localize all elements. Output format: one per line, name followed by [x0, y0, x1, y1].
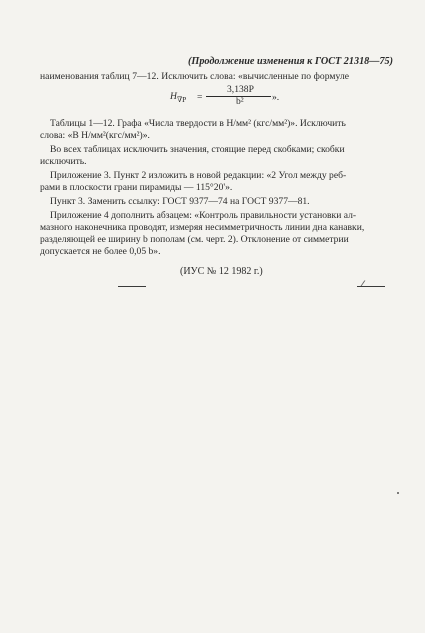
formula-numerator: 3,138P [227, 84, 254, 95]
text-line: Таблицы 1—12. Графа «Числа твердости в Н/мм² (кгс/мм²)». Исключить [50, 118, 346, 129]
formula-denominator: b² [236, 96, 244, 107]
text-line: наименования таблиц 7—12. Исключить слова: «вычисленные по формуле [40, 71, 350, 82]
text-line: Приложение 4 дополнить абзацем: «Контроль правильности установки ал- [50, 210, 357, 221]
text-line: слова: «В Н/мм²(кгс/мм²)». [40, 130, 150, 141]
continuation-header: (Продолжение изменения к ГОСТ 21318—75) [188, 56, 394, 67]
formula-tail: ». [272, 92, 280, 103]
text-line: рами в плоскости грани пирамиды — 115°20'». [40, 182, 233, 193]
separator-rule-left [118, 286, 146, 287]
formula-equals: = [197, 92, 203, 103]
text-line: разделяющей ее ширину b пополам (см. черт. 2). Отклонение от симметрии [40, 234, 349, 245]
text-line: мазного наконечника проводят, измеряя несимметричность линии дна канавки, [40, 222, 365, 233]
text-line: Во всех таблицах исключить значения, стоящие перед скобками; скобки [50, 144, 345, 155]
formula-lhs-subscript: ∇P [176, 94, 187, 104]
text-line: Пункт 3. Заменить ссылку: ГОСТ 9377—74 на ГОСТ 9377—81. [50, 196, 310, 207]
page-speck [397, 492, 399, 494]
source-reference: (ИУС № 12 1982 г.) [180, 266, 263, 277]
scribble-mark: ⁄⁄⁄ [362, 279, 364, 288]
text-line: исключить. [40, 156, 87, 167]
text-line: Приложение 3. Пункт 2 изложить в новой редакции: «2 Угол между реб- [50, 170, 347, 181]
text-line: допускается не более 0,05 b». [40, 246, 161, 257]
formula-lhs: $H_{\nabla P}$ [170, 91, 187, 104]
